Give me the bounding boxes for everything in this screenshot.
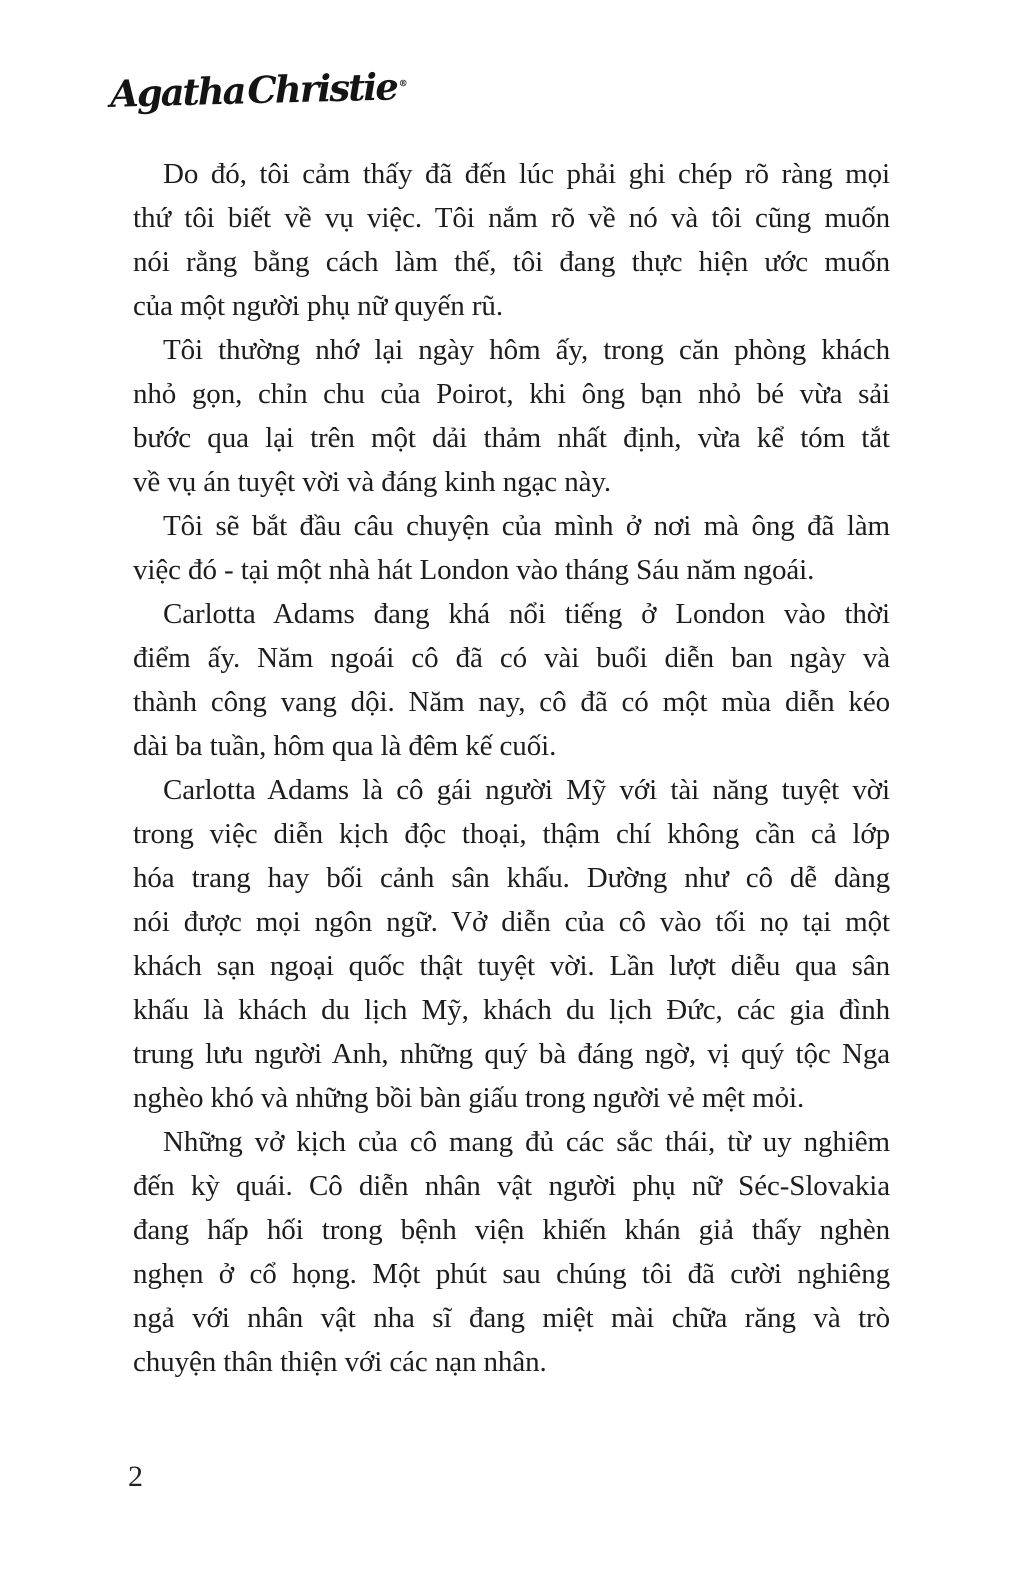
- text-line: Những vở kịch của cô mang đủ các sắc thái, từ uy nghiêm: [163, 1126, 890, 1158]
- text-line: thành công vang dội. Năm nay, cô đã có một mùa diễn kéo: [133, 686, 890, 718]
- text-line: Carlotta Adams đang khá nổi tiếng ở London vào thời: [163, 598, 890, 630]
- text-line: nghèo khó và những bồi bàn giấu trong người vẻ mệt mỏi.: [133, 1082, 805, 1114]
- paragraph: [133, 504, 890, 592]
- paragraph: [133, 328, 890, 504]
- text-line: Tôi sẽ bắt đầu câu chuyện của mình ở nơi mà ông đã làm: [163, 510, 890, 542]
- signature-text: Agatha Christie: [109, 64, 398, 116]
- text-line: hóa trang hay bối cảnh sân khấu. Dường như cô dễ dàng: [133, 862, 890, 894]
- text-line: khấu là khách du lịch Mỹ, khách du lịch Đức, các gia đình: [133, 994, 890, 1026]
- body-text: [133, 152, 890, 1384]
- page-number: 2: [128, 1460, 143, 1493]
- text-line: việc đó - tại một nhà hát London vào tháng Sáu năm ngoái.: [133, 554, 815, 586]
- text-line: thứ tôi biết về vụ việc. Tôi nắm rõ về nó và tôi cũng muốn: [133, 202, 890, 234]
- agatha-christie-signature: [109, 64, 408, 116]
- text-line: trong việc diễn kịch độc thoại, thậm chí không cần cả lớp: [133, 818, 890, 850]
- text-line: điểm ấy. Năm ngoái cô đã có vài buổi diễn ban ngày và: [133, 642, 890, 674]
- text-line: nhỏ gọn, chỉn chu của Poirot, khi ông bạn nhỏ bé vừa sải: [133, 378, 890, 410]
- text-line: đến kỳ quái. Cô diễn nhân vật người phụ nữ Séc-Slovakia: [133, 1170, 890, 1202]
- text-line: về vụ án tuyệt vời và đáng kinh ngạc này.: [133, 466, 612, 498]
- text-line: dài ba tuần, hôm qua là đêm kế cuối.: [133, 730, 557, 762]
- text-line: chuyện thân thiện với các nạn nhân.: [133, 1346, 547, 1378]
- text-line: đang hấp hối trong bệnh viện khiến khán giả thấy nghèn: [133, 1214, 890, 1246]
- paragraph: [133, 152, 890, 328]
- text-line: Do đó, tôi cảm thấy đã đến lúc phải ghi chép rõ ràng mọi: [163, 158, 890, 190]
- text-line: bước qua lại trên một dải thảm nhất định, vừa kể tóm tắt: [133, 422, 890, 454]
- text-line: Tôi thường nhớ lại ngày hôm ấy, trong căn phòng khách: [163, 334, 890, 366]
- text-line: nghẹn ở cổ họng. Một phút sau chúng tôi đã cười nghiêng: [133, 1258, 890, 1290]
- text-line: nói rằng bằng cách làm thế, tôi đang thực hiện ước muốn: [133, 246, 890, 278]
- text-line: khách sạn ngoại quốc thật tuyệt vời. Lần lượt diễu qua sân: [133, 950, 890, 982]
- text-line: nói được mọi ngôn ngữ. Vở diễn của cô vào tối nọ tại một: [133, 906, 890, 938]
- text-line: trung lưu người Anh, những quý bà đáng ngờ, vị quý tộc Nga: [133, 1038, 890, 1070]
- paragraph: [133, 1120, 890, 1384]
- text-line: Carlotta Adams là cô gái người Mỹ với tài năng tuyệt vời: [163, 774, 890, 806]
- paragraph: [133, 768, 890, 1120]
- paragraph: [133, 592, 890, 768]
- text-line: của một người phụ nữ quyến rũ.: [133, 290, 503, 322]
- text-line: ngả với nhân vật nha sĩ đang miệt mài chữa răng và trò: [133, 1302, 890, 1334]
- registered-trademark-mark: ®: [398, 78, 408, 90]
